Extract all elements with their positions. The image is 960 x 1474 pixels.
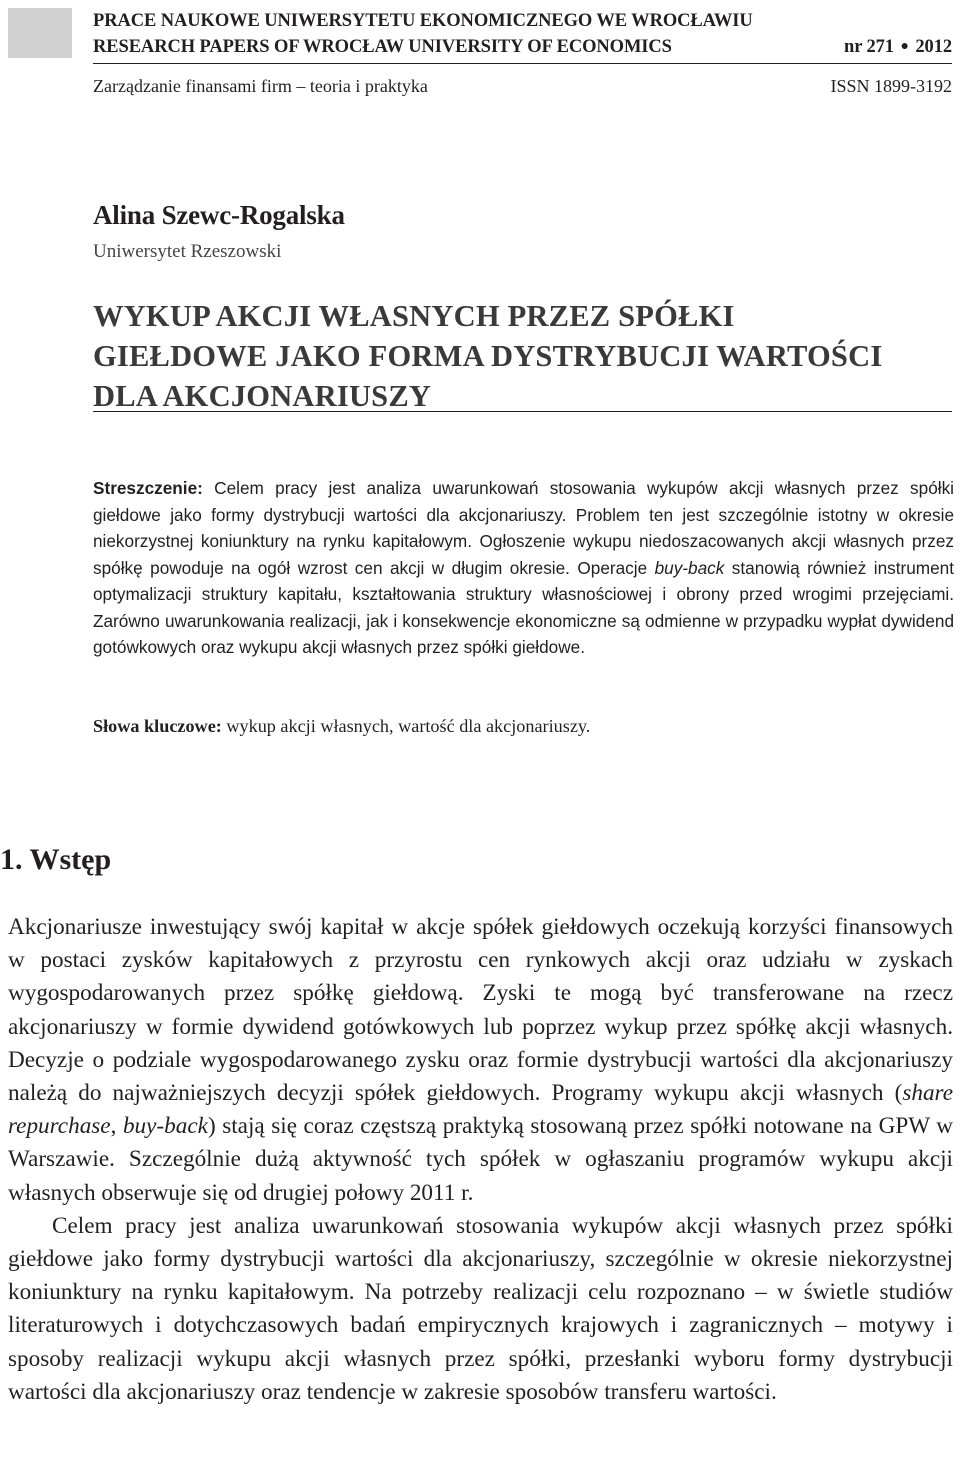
title-line: GIEŁDOWE JAKO FORMA DYSTRYBUCJI WARTOŚCI <box>93 339 883 373</box>
abstract-text: stanowią również instrument optymalizacji struktury kapitału, kształtowania struktury własnościowej i obrony przed wrogimi przejęciami. Zarówno uwarunkowania realizacji, jak i konsekwencje ekonomiczne są odmienne w przypadku wypłat dywidend gotówkowych oraz wykupu akcji własnych przez spółki giełdowe. <box>93 557 955 657</box>
keywords-text: wykup akcji własnych, wartość dla akcjonariuszy. <box>221 716 591 736</box>
abstract-text: Celem pracy jest analiza uwarunkowań stosowania wykupów akcji własnych przez spółki giełdowe jako formy dystrybucji wartości dla akcjonariuszy. Problem ten jest szczególnie istotny w okresie niekorzystnej koniunktury na rynku kapitałowym. Ogłoszenie wykupu niedoszacowanych akcji własnych przez spółkę powoduje na ogół wzrost cen akcji w długim okresie. Operacje <box>93 478 954 578</box>
paragraph <box>8 911 953 1210</box>
abstract-label: Streszczenie: <box>93 478 203 498</box>
paragraph-text: Akcjonariusze inwestujący swój kapitał w akcje spółek giełdowych oczekują korzyści finansowych w postaci zysków kapitałowych z przyrostu cen rynkowych akcji oraz udziału w zyskach wygospodarowanych przez spółkę giełdową. Zyski te mogą być transferowane na rzecz akcjonariuszy w formie dywidend gotówkowych lub poprzez wykup przez spółkę akcji własnych. Decyzje o podziale wygospodarowanego zysku oraz formie dystrybucji wartości dla akcjonariuszy należą do najważniejszych decyzji spółek giełdowych. Programy wykupu akcji własnych ( <box>8 914 953 1107</box>
title-line: DLA AKCJONARIUSZY <box>93 379 432 413</box>
series-row <box>93 76 952 97</box>
journal-name-en-row <box>93 37 952 58</box>
paragraph-text: ) stają się coraz częstszą praktyką stosowaną przez spółki notowane na GPW w Warszawie. Szczególnie dużą aktywność tych spółek w ogłaszaniu programów wykupu akcji własnych obserwuje się od drugiej połowy 2011 r. <box>8 1113 953 1206</box>
author-name: Alina Szewc-Rogalska <box>93 200 345 230</box>
journal-name-en: RESEARCH PAPERS OF WROCŁAW UNIVERSITY OF ECONOMICS <box>93 37 672 57</box>
header-gray-box <box>8 8 72 58</box>
paragraph-text: , <box>110 1113 123 1140</box>
issue-number: nr 271 <box>844 37 894 57</box>
paragraph: Celem pracy jest analiza uwarunkowań stosowania wykupów akcji własnych przez spółki giełdowe jako formy dystrybucji wartości dla akcjonariuszy, szczególnie w okresie niekorzystnej koniunktury na rynku kapitałowym. Na potrzeby realizacji celu rozpoznano – w świetle studiów literaturowych i dotychczasowych badań empirycznych krajowych i zagranicznych – motywy i sposoby realizacji wykupu akcji własnych przez spółki, przesłanki wyboru formy dystrybucji wartości dla akcjonariuszy oraz tendencje w zakresie sposobów transferu wartości. <box>8 1212 953 1405</box>
bullet-icon: ● <box>900 39 909 54</box>
article-title <box>93 296 933 416</box>
keywords-label: Słowa kluczowe: <box>93 716 222 736</box>
header-rule <box>93 63 952 64</box>
author-affiliation: Uniwersytet Rzeszowski <box>93 241 282 262</box>
issue-info <box>844 37 952 58</box>
series-title: Zarządzanie finansami firm – teoria i praktyka <box>93 76 428 96</box>
section-heading: 1. Wstęp <box>0 843 112 876</box>
issue-year: 2012 <box>915 37 952 57</box>
italic-term: buy-back <box>122 1113 208 1140</box>
issn: ISSN 1899-3192 <box>830 76 952 96</box>
abstract <box>93 475 954 661</box>
section-body <box>8 911 953 1409</box>
title-rule <box>93 411 952 412</box>
journal-name-pl: PRACE NAUKOWE UNIWERSYTETU EKONOMICZNEGO WE WROCŁAWIU <box>93 11 753 31</box>
keywords <box>93 716 590 737</box>
title-line: WYKUP AKCJI WŁASNYCH PRZEZ SPÓŁKI <box>93 299 735 333</box>
italic-term: share repurchase <box>8 1080 953 1140</box>
abstract-italic-term: buy-back <box>654 557 725 578</box>
